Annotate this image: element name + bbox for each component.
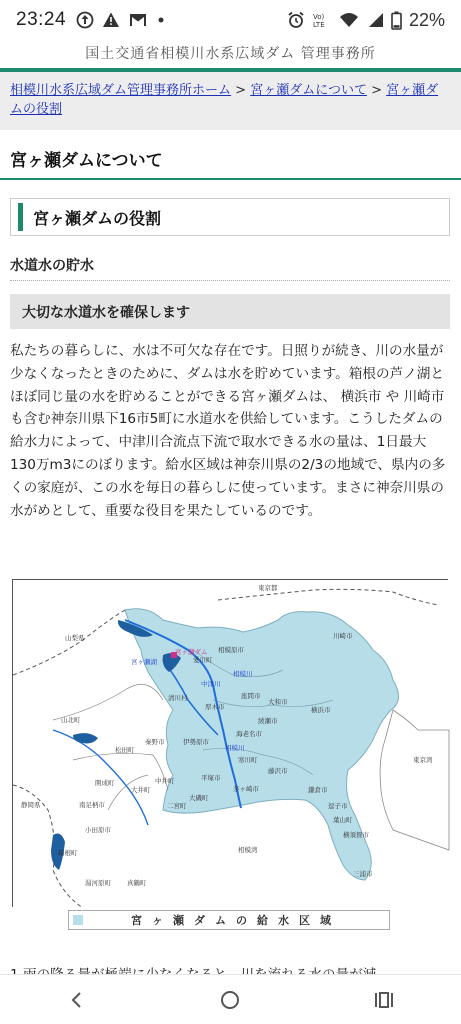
battery-percent: 22% bbox=[408, 9, 445, 30]
body-paragraph: 私たちの暮らしに、水は不可欠な存在です。日照りが続き、川の水量が少なくなったときのために、ダムは水を貯めています。箱根の芦ノ湖とほぼ同じ量の水を貯めることができる宮ヶ瀬ダムは、 横浜市 や 川崎市 も含む神奈川県下16市5町に水道水を供給しています。こうしたダムの給水力によって、中津川合流点下流で取水できる水の量は、1日最大130万m3にのぼります。給水区域は神奈川県の2/3の地域で、県内の多くの家庭が、この水を毎日の暮らしに使っています。まさに神奈川県の水がめとして、重要な役目を果たしているのです。 bbox=[10, 343, 446, 519]
warning-icon bbox=[102, 11, 120, 29]
map-caption bbox=[68, 910, 390, 930]
map-label: 真鶴町 bbox=[127, 879, 147, 887]
map-label: 横須賀市 bbox=[343, 831, 369, 839]
back-icon bbox=[67, 990, 87, 1010]
map-label: 茅ヶ崎市 bbox=[233, 785, 259, 793]
map-label: 相模湾 bbox=[238, 846, 258, 854]
breadcrumb bbox=[0, 72, 461, 130]
map-label: 宮ヶ瀬ダム bbox=[175, 648, 208, 656]
sub-heading-divider bbox=[10, 280, 450, 281]
map-label: 湯河原町 bbox=[85, 879, 111, 887]
upload-circle-icon bbox=[76, 11, 94, 29]
svg-text:Vo): Vo) bbox=[312, 13, 325, 21]
map-caption-text: 宮ヶ瀬ダムの給水区域 bbox=[131, 914, 341, 927]
breadcrumb-link-about[interactable]: 宮ヶ瀬ダムについて bbox=[250, 83, 367, 98]
page-title: 宮ヶ瀬ダムについて bbox=[10, 151, 163, 171]
section-accent-bar bbox=[18, 203, 23, 231]
site-header bbox=[0, 38, 461, 68]
title-divider bbox=[0, 178, 461, 180]
back-button[interactable] bbox=[47, 980, 107, 1020]
map-label: 静岡県 bbox=[21, 801, 41, 809]
breadcrumb-separator: > bbox=[371, 83, 382, 98]
supply-area-swatch bbox=[73, 915, 83, 925]
map-label: 箱根町 bbox=[58, 849, 78, 857]
map-label: 大磯町 bbox=[189, 794, 209, 802]
map-label: 大和市 bbox=[268, 698, 288, 706]
home-icon bbox=[219, 989, 241, 1011]
map-label: 厚木市 bbox=[205, 703, 225, 711]
supply-area-map bbox=[12, 579, 448, 907]
map-label: 松田町 bbox=[115, 746, 135, 754]
map-label: 寒川町 bbox=[238, 756, 258, 764]
map-label: 中井町 bbox=[155, 777, 175, 785]
map-label: 小田原市 bbox=[85, 826, 111, 834]
map-label: 平塚市 bbox=[201, 774, 221, 782]
status-notification-icons bbox=[76, 11, 166, 29]
battery-icon bbox=[391, 11, 402, 30]
map-label: 三浦市 bbox=[353, 870, 373, 878]
map-label: 南足柄市 bbox=[79, 801, 105, 809]
map-label: 相模原市 bbox=[218, 646, 244, 654]
status-right-icons bbox=[287, 10, 445, 31]
map-label: 東京都 bbox=[258, 584, 278, 592]
volte-icon bbox=[312, 11, 332, 29]
map-label: 愛川町 bbox=[193, 656, 213, 664]
map-label: 清川村 bbox=[168, 694, 188, 702]
home-button[interactable] bbox=[200, 980, 260, 1020]
map-label: 伊勢原市 bbox=[183, 738, 209, 746]
breadcrumb-link-role[interactable]: 宮ヶ瀬ダムの役割 bbox=[10, 83, 439, 117]
status-bar bbox=[0, 0, 461, 40]
map-label: 山梨県 bbox=[65, 634, 85, 642]
callout-box: 大切な水道水を確保します bbox=[10, 294, 450, 329]
map-label: 相模川 bbox=[233, 670, 253, 678]
map-label: 東京湾 bbox=[413, 756, 433, 764]
network-label: LTE bbox=[312, 21, 325, 29]
supply-area-map-svg bbox=[13, 580, 449, 908]
recents-icon bbox=[373, 990, 395, 1010]
map-label: 山北町 bbox=[61, 716, 81, 724]
wifi-icon bbox=[339, 11, 359, 29]
map-label: 横浜市 bbox=[311, 706, 331, 714]
next-paragraph bbox=[10, 962, 452, 974]
site-header-title: 国土交通省相模川水系広域ダム 管理事務所 bbox=[85, 46, 376, 62]
breadcrumb-separator: > bbox=[235, 83, 247, 98]
sub-heading: 水道水の貯水 bbox=[10, 258, 94, 274]
breadcrumb-link-home[interactable]: 相模川水系広域ダム管理事務所ホーム bbox=[10, 83, 232, 98]
map-label: 綾瀬市 bbox=[258, 717, 278, 725]
map-label: 相模川 bbox=[225, 744, 245, 752]
status-time: 23:24 bbox=[16, 9, 67, 30]
map-label: 開成町 bbox=[95, 779, 115, 787]
navigation-bar bbox=[0, 974, 461, 1024]
map-label: 座間市 bbox=[241, 692, 261, 700]
dot-icon bbox=[156, 15, 166, 25]
map-label: 宮ヶ瀬湖 bbox=[131, 658, 157, 666]
map-label: 逗子市 bbox=[328, 802, 348, 810]
map-label: 鎌倉市 bbox=[308, 786, 328, 794]
map-label: 海老名市 bbox=[236, 730, 262, 738]
recents-button[interactable] bbox=[354, 980, 414, 1020]
map-label: 大井町 bbox=[131, 786, 151, 794]
map-label: 葉山町 bbox=[333, 816, 353, 824]
map-label: 藤沢市 bbox=[268, 767, 288, 775]
map-label: 二宮町 bbox=[167, 802, 187, 810]
mail-icon bbox=[128, 12, 148, 28]
section-heading-text: 宮ヶ瀬ダムの役割 bbox=[33, 208, 162, 228]
map-label: 中津川 bbox=[201, 680, 221, 688]
map-label: 秦野市 bbox=[145, 738, 165, 746]
alarm-icon bbox=[287, 11, 305, 29]
map-label: 川崎市 bbox=[333, 632, 353, 640]
section-heading bbox=[10, 198, 450, 236]
signal-icon bbox=[366, 11, 384, 29]
